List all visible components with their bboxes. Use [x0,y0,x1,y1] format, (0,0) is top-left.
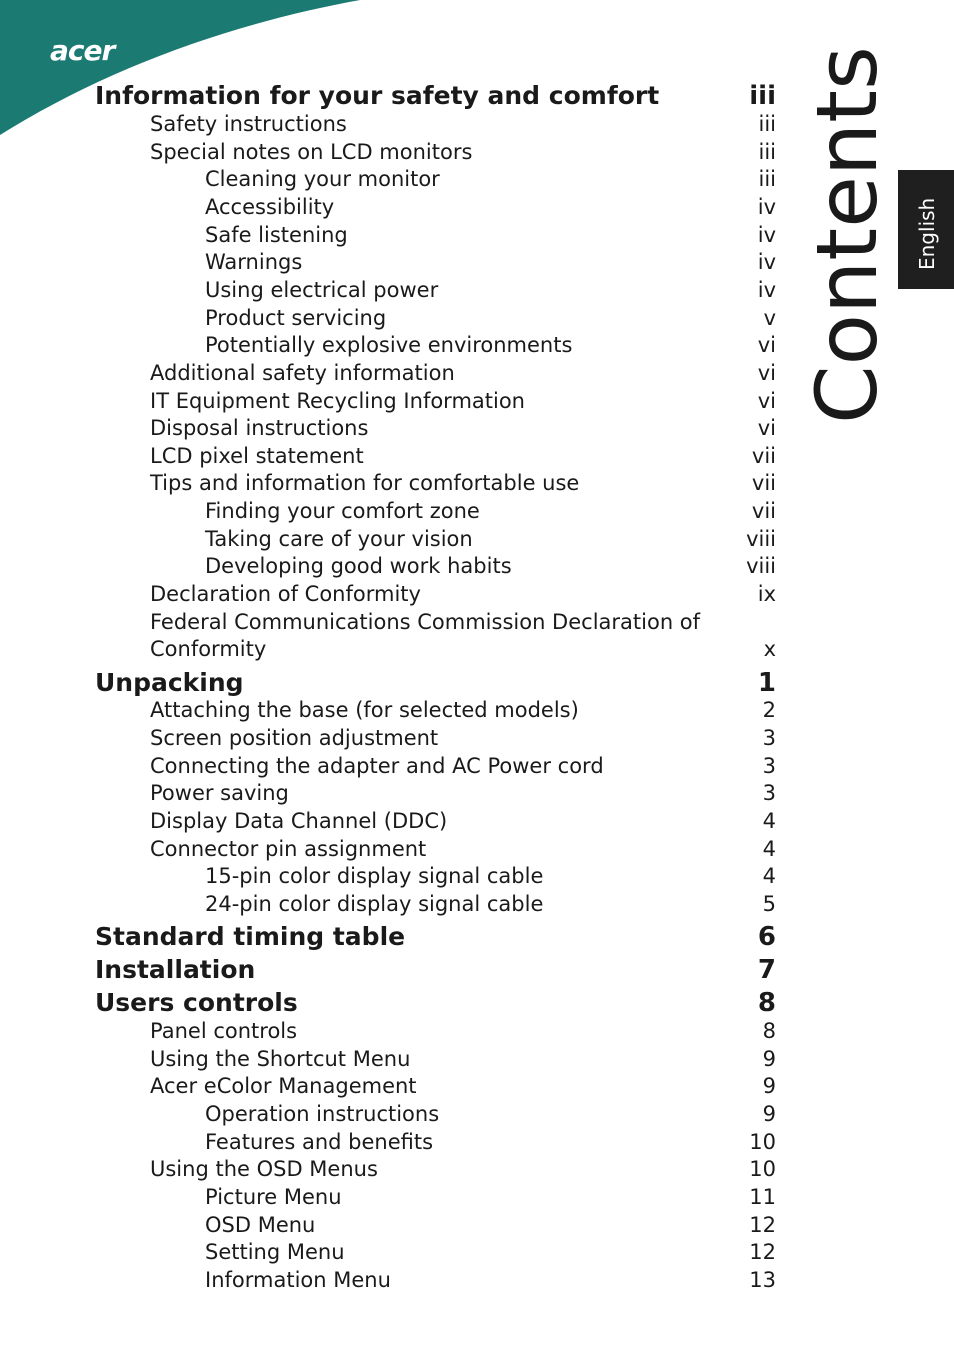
toc-entry-title: LCD pixel statement [150,444,364,468]
toc-entry-page: 9 [762,1074,776,1098]
toc-section-entry[interactable] [0,1045,954,1073]
toc-entry-title: Safety instructions [150,112,347,136]
toc-section-entry[interactable] [0,779,954,807]
toc-entry-page: 10 [749,1130,776,1154]
toc-entry-title: Operation instructions [205,1102,440,1126]
toc-entry-title: Declaration of Conformity [150,582,421,606]
toc-entry-title: Setting Menu [205,1240,345,1264]
toc-chapter-entry[interactable] [0,922,954,952]
toc-entry-title: Disposal instructions [150,416,369,440]
toc-entry-title: Tips and information for comfortable use [150,471,580,495]
toc-section-entry[interactable] [0,835,954,863]
toc-entry-title: Users controls [95,988,298,1017]
toc-entry-page: v [763,306,776,330]
toc-entry-title: 15-pin color display signal cable [205,864,544,888]
toc-entry-title: Attaching the base (for selected models) [150,698,579,722]
toc-entry-page: 4 [762,809,776,833]
toc-entry-title: Connector pin assignment [150,837,427,861]
toc-entry-title: Additional safety information [150,361,455,385]
toc-entry-page: iv [757,278,776,302]
toc-entry-title: Display Data Channel (DDC) [150,809,448,833]
toc-entry-title: Acer eColor Management [150,1074,417,1098]
toc-entry-page: 3 [762,754,776,778]
toc-section-entry[interactable] [0,890,954,918]
toc-entry-page: 2 [762,698,776,722]
toc-section-entry[interactable] [0,1211,954,1239]
toc-entry-page: iii [758,112,776,136]
toc-entry-title: Safe listening [205,223,348,247]
toc-entry-page: 12 [749,1240,776,1264]
toc-entry-title: Using electrical power [205,278,439,302]
toc-entry-title: 24-pin color display signal cable [205,892,544,916]
toc-section-entry[interactable] [0,1100,954,1128]
toc-entry-page: 13 [749,1268,776,1292]
toc-chapter-entry[interactable] [0,955,954,985]
toc-entry-title: Picture Menu [205,1185,342,1209]
toc-entry-page: vi [757,416,776,440]
toc-entry-page: 12 [749,1213,776,1237]
toc-entry-title: Panel controls [150,1019,298,1043]
toc-section-entry[interactable] [0,1072,954,1100]
toc-entry-page: 9 [762,1047,776,1071]
toc-section-entry[interactable] [0,724,954,752]
language-tab-label: English [915,197,939,270]
toc-entry-page: 8 [757,988,776,1018]
toc-entry-page: 4 [762,837,776,861]
toc-section-entry[interactable] [0,635,954,663]
toc-section-entry[interactable] [0,1155,954,1183]
toc-entry-title: Installation [95,955,256,984]
toc-entry-page: 10 [749,1157,776,1181]
toc-entry-page: 6 [757,922,776,952]
toc-entry-title: Special notes on LCD monitors [150,140,473,164]
toc-section-entry[interactable] [0,1266,954,1294]
toc-entry-title: Warnings [205,250,303,274]
toc-entry-page: iii [749,81,776,111]
toc-entry-page: 7 [757,955,776,985]
toc-section-entry[interactable] [0,807,954,835]
toc-entry-title: Information for your safety and comfort [95,81,660,110]
toc-entry-page: vii [751,499,776,523]
toc-entry-page: vi [757,333,776,357]
toc-entry-title: Conformity [150,637,267,661]
toc-section-entry[interactable] [0,1017,954,1045]
toc-entry-title: Federal Communications Commission Declaration of [150,610,701,634]
toc-entry-title: Finding your comfort zone [205,499,480,523]
toc-section-entry[interactable] [0,1238,954,1266]
toc-entry-title: Cleaning your monitor [205,167,440,191]
toc-entry-title: Connecting the adapter and AC Power cord [150,754,604,778]
toc-entry-page: iv [757,223,776,247]
toc-entry-page: 1 [757,668,776,698]
acer-logo: acer [50,34,115,67]
toc-entry-title: Screen position adjustment [150,726,439,750]
toc-entry-page: 4 [762,864,776,888]
toc-entry-title: Using the OSD Menus [150,1157,378,1181]
toc-section-entry[interactable] [0,862,954,890]
toc-entry-page: viii [746,527,776,551]
toc-section-entry[interactable] [0,608,954,636]
toc-chapter-entry[interactable] [0,988,954,1018]
toc-section-entry[interactable] [0,469,954,497]
toc-entry-title: OSD Menu [205,1213,316,1237]
toc-section-entry[interactable] [0,497,954,525]
toc-entry-title: Potentially explosive environments [205,333,573,357]
toc-entry-title: Unpacking [95,668,244,697]
toc-entry-page: iv [757,250,776,274]
toc-entry-page: x [763,637,776,661]
toc-entry-title: Standard timing table [95,922,406,951]
toc-entry-title: Information Menu [205,1268,391,1292]
toc-entry-title: Accessibility [205,195,335,219]
toc-entry-page: vii [751,444,776,468]
toc-section-entry[interactable] [0,525,954,553]
toc-section-entry[interactable] [0,1183,954,1211]
toc-chapter-entry[interactable] [0,668,954,698]
toc-entry-page: 3 [762,781,776,805]
toc-entry-page: 11 [749,1185,776,1209]
toc-entry-page: iii [758,167,776,191]
toc-section-entry[interactable] [0,696,954,724]
toc-entry-page: vi [757,389,776,413]
toc-section-entry[interactable] [0,442,954,470]
toc-entry-page: ix [757,582,776,606]
toc-entry-page: 8 [762,1019,776,1043]
language-tab [898,170,954,289]
toc-section-entry[interactable] [0,752,954,780]
toc-entry-page: 9 [762,1102,776,1126]
toc-entry-page: viii [746,554,776,578]
toc-section-entry[interactable] [0,580,954,608]
toc-entry-title: Features and benefits [205,1130,434,1154]
toc-section-entry[interactable] [0,1128,954,1156]
toc-entry-title: Product servicing [205,306,387,330]
toc-entry-title: Power saving [150,781,289,805]
toc-entry-page: vii [751,471,776,495]
toc-entry-page: iii [758,140,776,164]
toc-entry-page: 5 [762,892,776,916]
toc-entry-title: Taking care of your vision [205,527,473,551]
toc-entry-title: Using the Shortcut Menu [150,1047,411,1071]
toc-entry-page: vi [757,361,776,385]
toc-section-entry[interactable] [0,552,954,580]
toc-entry-page: iv [757,195,776,219]
contents-heading: Contents [798,46,896,424]
toc-entry-title: IT Equipment Recycling Information [150,389,525,413]
toc-entry-title: Developing good work habits [205,554,512,578]
toc-entry-page: 3 [762,726,776,750]
